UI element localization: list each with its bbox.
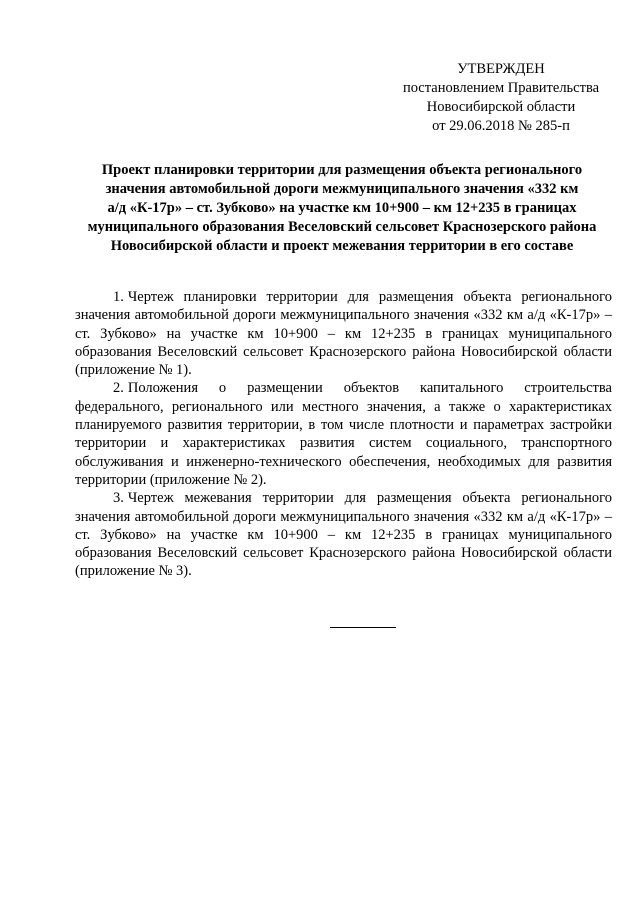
approval-heading: УТВЕРЖДЕН [457, 61, 545, 77]
approval-stamp [396, 60, 606, 136]
list-item-2 [75, 379, 612, 489]
item-text: Чертеж межевания территории для размещения объекта регионального значения автомобильной дороги межмуниципального значения «332 км а/д «К-17р» – ст. Зубково» на участке км 10+900 – км 12+235 в границах муниципального образования Веселовский сельсовет Краснозерского района Новосибирской области (приложение № 3). [75, 490, 612, 580]
title-line-1: Проект планировки территории для размещения объекта регионального [101, 162, 583, 178]
closing-separator-line [330, 627, 396, 628]
item-number: 1. [113, 289, 124, 305]
items-list [75, 288, 612, 581]
list-item-3 [75, 489, 612, 580]
list-item-1 [75, 288, 612, 379]
item-number: 3. [113, 490, 124, 507]
title-line-3: а/д «К-17р» – ст. Зубково» на участке км 10+900 – км 12+235 в границах [107, 200, 577, 216]
approval-region-line: Новосибирской области [426, 99, 576, 115]
approval-date-number: от 29.06.2018 № 285-п [432, 118, 570, 134]
approval-resolution-line: постановлением Правительства [402, 80, 600, 96]
document-title [72, 161, 612, 256]
item-text: Чертеж планировки территории для размещения объекта регионального значения автомобильной дороги межмуниципального значения «332 км а/д «К-17р» – ст. Зубково» на участке км 10+900 – км 12+235 в границах муниципального образования Веселовский сельсовет Краснозерского района Новосибирской области (приложение № 1). [75, 289, 612, 379]
title-line-4: муниципального образования Веселовский сельсовет Краснозерского района [87, 219, 597, 235]
title-line-5: Новосибирской области и проект межевания территории в его составе [110, 238, 574, 254]
item-text: Положения о размещении объектов капитального строительства федерального, регионального или местного значения, а также о характеристиках планируемого развития территории, в том числе плотности и параметрах застройки территории и характеристиках развития систем социального, транспортного обслуживания и инженерно-технического обеспечения, необходимых для развития территории (приложение № 2). [75, 380, 612, 488]
item-number: 2. [113, 380, 124, 397]
title-line-2: значения автомобильной дороги межмуниципального значения «332 км [105, 181, 579, 197]
